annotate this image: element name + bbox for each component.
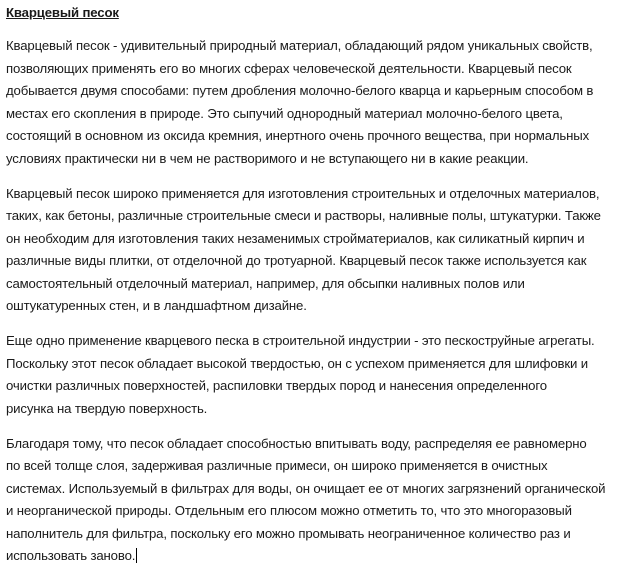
text-line: Кварцевый песок широко применяется для изготовления строительных и отделочных материалов, [6, 185, 600, 201]
text-line: самостоятельный отделочный материал, например, для обсыпки наливных полов или [6, 275, 525, 291]
text-line: таких, как бетоны, различные строительные смеси и растворы, наливные полы, штукатурки. Также [6, 208, 601, 223]
text-cursor [136, 548, 137, 563]
text-line: очистки различных поверхностей, распиловки твердых пород и нанесения определенного [6, 378, 547, 393]
text-line: условиях практически ни в чем не растворимого и не вступающего ни в какие реакции. [6, 150, 529, 166]
text-line: состоящий в основном из оксида кремния, инертного очень прочного вещества, при нормальных [6, 128, 590, 143]
text-line: Поскольку этот песок обладает высокой твердостью, он с успехом применяется для шлифовки и [6, 355, 588, 371]
text-line: Еще одно применение кварцевого песка в строительной индустрии - это пескоструйные агрегаты. [6, 333, 595, 348]
document-body[interactable] [6, 4, 638, 580]
text-line: оштукатуренных стен, и в ландшафтном дизайне. [6, 298, 307, 313]
text-line: системах. Используемый в фильтрах для воды, он очищает ее от многих загрязнений органической [6, 480, 606, 496]
text-line: добывается двумя способами: путем дробления молочно-белого кварца и карьерным способом в [6, 83, 594, 98]
paragraph-2 [6, 183, 638, 318]
text-line: Благодаря тому, что песок обладает способностью впитывать воду, распределяя ее равномерно [6, 435, 587, 451]
text-line: позволяющих применять его во многих сферах человеческой деятельности. Кварцевый песок [6, 60, 572, 76]
text-line: по всей толще слоя, задерживая различные примеси, он широко применяется в очистных [6, 458, 548, 473]
text-line: наполнитель для фильтра, поскольку его можно промывать неограниченное количество раз и [6, 525, 571, 541]
text-line: различные виды плитки, от отделочной до тротуарной. Кварцевый песок также используется как [6, 253, 587, 268]
paragraph-1 [6, 35, 638, 170]
text-line: местах его скопления в природе. Это сыпучий однородный материал молочно-белого цвета, [6, 105, 563, 121]
text-line: он необходим для изготовления таких незаменимых стройматериалов, как силикатный кирпич и [6, 230, 585, 246]
document-title: Кварцевый песок [6, 5, 119, 20]
text-line: рисунка на твердую поверхность. [6, 400, 208, 416]
last-text-line [6, 545, 638, 568]
text-line: и неорганической природы. Отдельным его плюсом можно отметить то, что это многоразовый [6, 503, 572, 518]
paragraph-3 [6, 330, 638, 420]
paragraph-4 [6, 433, 638, 568]
text-line: Кварцевый песок - удивительный природный материал, обладающий рядом уникальных свойств, [6, 38, 593, 53]
text-span: использовать заново. [6, 548, 136, 563]
